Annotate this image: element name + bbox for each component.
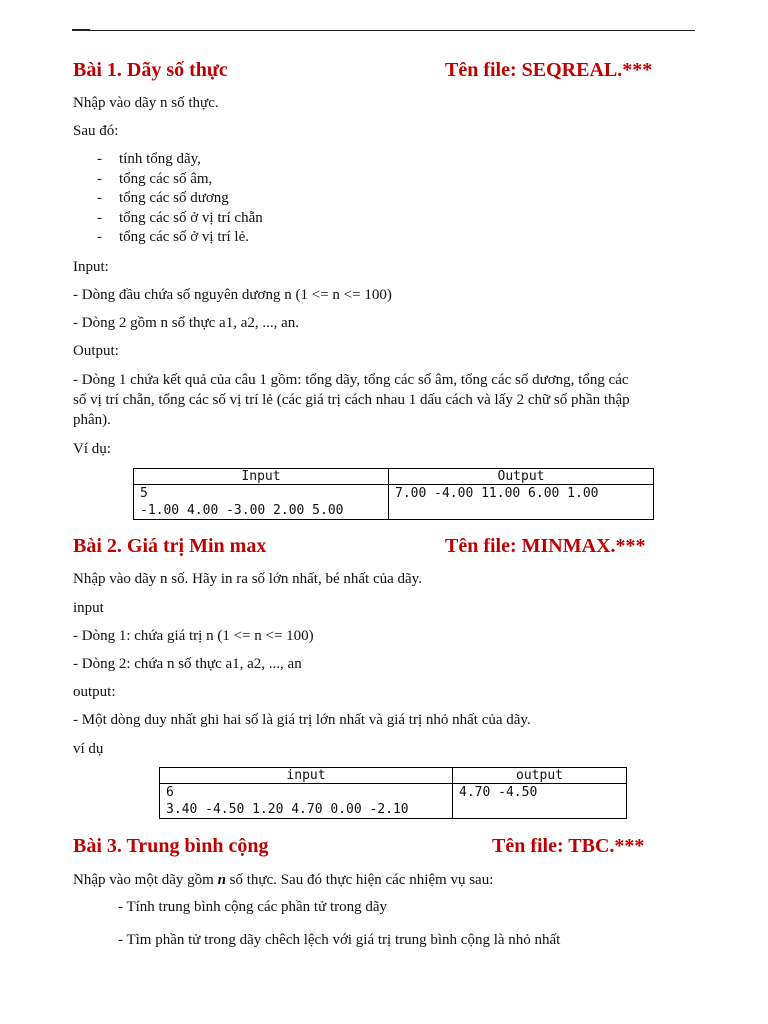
problem-1-output-line-3: phân).: [73, 412, 111, 428]
problem-2-title: Bài 2. Giá trị Min max: [73, 535, 267, 557]
intro-text: số thực. Sau đó thực hiện các nhiệm vụ sau:: [225, 872, 494, 888]
table-cell-input: [160, 784, 453, 819]
table-header-input: Input: [134, 469, 389, 485]
problem-1-input-label: Input:: [73, 259, 109, 275]
table-cell-output: [389, 485, 654, 520]
list-bullet: -: [97, 171, 102, 187]
problem-1-task-4: tổng các số ở vị trí chẵn: [119, 210, 263, 226]
input-line: 3.40 -4.50 1.20 4.70 0.00 -2.10: [166, 802, 409, 817]
output-line: 7.00 -4.00 11.00 6.00 1.00: [395, 486, 599, 501]
problem-1-input-line-1: - Dòng đầu chứa số nguyên dương n (1 <= n <= 100): [73, 287, 392, 303]
problem-3-task-1: - Tính trung bình cộng các phần tử trong dãy: [118, 899, 388, 915]
problem-2-example-label: ví dụ: [73, 741, 104, 757]
problem-2-output-line-1: - Một dòng duy nhất ghi hai số là giá trị lớn nhất và giá trị nhỏ nhất của dãy.: [73, 712, 531, 728]
problem-1-example-label: Ví dụ:: [73, 441, 111, 457]
input-line: 5: [140, 486, 148, 501]
output-line: 4.70 -4.50: [459, 785, 538, 800]
list-bullet: -: [97, 229, 102, 245]
problem-2-input-label: input: [73, 600, 104, 616]
table-cell-input: [134, 485, 389, 520]
problem-2-intro: Nhập vào dãy n số. Hãy in ra số lớn nhất, bé nhất của dãy.: [73, 571, 422, 587]
top-rule: [72, 30, 695, 31]
problem-1-example-table: [133, 468, 654, 520]
problem-2-input-line-2: - Dòng 2: chứa n số thực a1, a2, ..., an: [73, 656, 302, 672]
top-rule-tick: [72, 29, 90, 31]
problem-2-output-label: output:: [73, 684, 116, 700]
problem-1-task-1: tính tổng dãy,: [119, 151, 201, 167]
variable-n: n: [217, 872, 226, 888]
problem-1-output-line-2: số vị trí chẵn, tổng các số vị trí lẻ (các giá trị cách nhau 1 dấu cách và lấy 2 chữ số phần thập: [73, 392, 630, 408]
table-header-output: output: [453, 768, 627, 784]
problem-1-task-3: tổng các số dương: [119, 190, 229, 206]
problem-3-title: Bài 3. Trung bình cộng: [73, 835, 269, 857]
problem-3-task-2: - Tìm phần tử trong dãy chêch lệch với giá trị trung bình cộng là nhỏ nhất: [118, 932, 561, 948]
problem-1-output-line-1: - Dòng 1 chứa kết quả của câu 1 gồm: tổng dãy, tổng các số âm, tổng các số dương, tổng các: [73, 372, 629, 388]
list-bullet: -: [97, 210, 102, 226]
problem-1-intro: Nhập vào dãy n số thực.: [73, 95, 219, 111]
problem-1-task-2: tổng các số âm,: [119, 171, 213, 187]
table-header-output: Output: [389, 469, 654, 485]
problem-2-filename: Tên file: MINMAX.***: [445, 535, 646, 557]
problem-1-output-label: Output:: [73, 343, 119, 359]
list-bullet: -: [97, 151, 102, 167]
input-line: -1.00 4.00 -3.00 2.00 5.00: [140, 503, 344, 518]
problem-1-task-5: tổng các số ở vị trí lẻ.: [119, 229, 249, 245]
table-cell-output: [453, 784, 627, 819]
problem-1-filename: Tên file: SEQREAL.***: [445, 59, 653, 81]
problem-1-input-line-2: - Dòng 2 gồm n số thực a1, a2, ..., an.: [73, 315, 300, 331]
problem-3-intro: [73, 871, 493, 889]
problem-3-filename: Tên file: TBC.***: [492, 835, 645, 857]
problem-1-then: Sau đó:: [73, 123, 119, 139]
problem-2-input-line-1: - Dòng 1: chứa giá trị n (1 <= n <= 100): [73, 628, 314, 644]
table-header-input: input: [160, 768, 453, 784]
intro-text: Nhập vào một dãy gồm: [73, 872, 218, 888]
input-line: 6: [166, 785, 174, 800]
list-bullet: -: [97, 190, 102, 206]
problem-2-example-table: [159, 767, 627, 819]
problem-1-title: Bài 1. Dãy số thực: [73, 59, 228, 81]
